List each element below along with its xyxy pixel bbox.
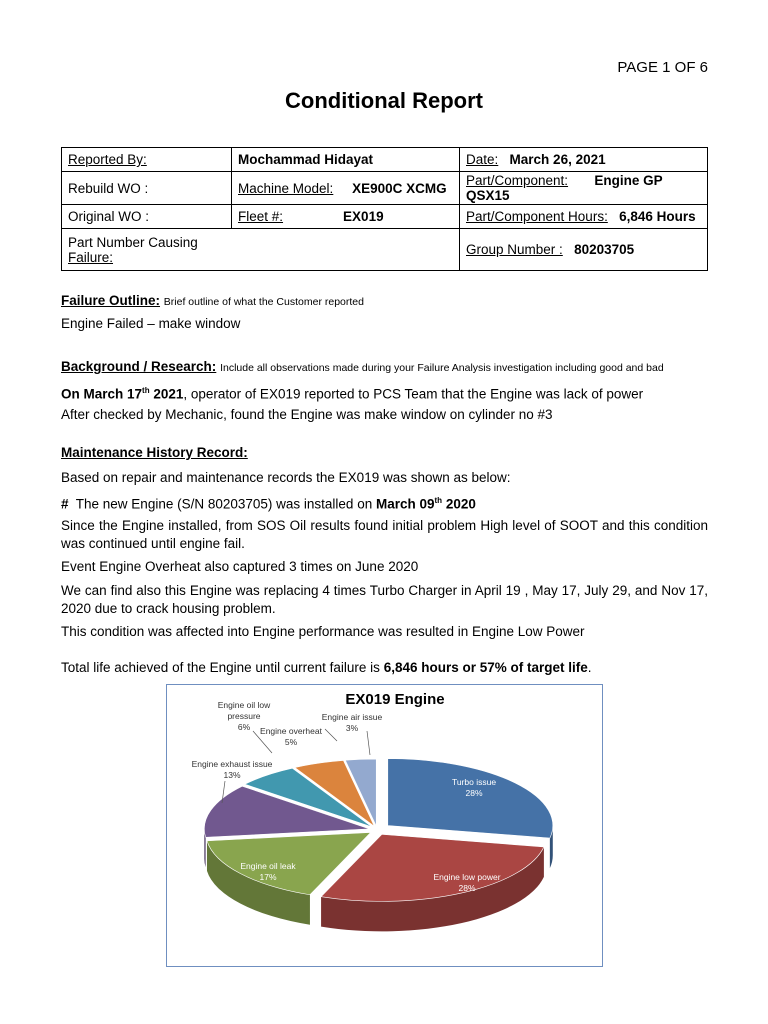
background-line-1: On March 17th 2021, operator of EX019 reported to PCS Team that the Engine was lack of power: [61, 386, 644, 402]
reported-by-value-cell: [232, 148, 460, 172]
fleet-value: EX019: [343, 209, 384, 224]
part-component-value: Engine GP QSX15: [466, 173, 663, 203]
maintenance-heading: Maintenance History Record:: [61, 445, 248, 460]
slice-label-0: Turbo issue 28%: [451, 777, 497, 798]
part-hours-cell: [460, 205, 708, 229]
group-number-label: Group Number :: [466, 242, 563, 257]
failure-outline-note: Brief outline of what the Customer reported: [163, 296, 364, 308]
background-note: Include all observations made during your Failure Analysis investigation including good and bad: [220, 362, 664, 374]
slice-label-1: Engine low power 28%: [433, 872, 501, 893]
failure-outline-heading: Failure Outline:: [61, 293, 161, 308]
date-label: Date:: [466, 152, 499, 167]
machine-model-cell: [232, 172, 460, 205]
part-number-label-2: Failure:: [68, 249, 114, 265]
original-wo-label: Original WO :: [68, 209, 150, 224]
machine-model-label: Machine Model:: [238, 180, 334, 196]
machine-model-value: XE900C XCMG: [352, 180, 447, 196]
part-hours-value: 6,846 Hours: [619, 209, 696, 224]
group-number-cell: [460, 229, 708, 271]
background-line-2: After checked by Mechanic, found the Engine was make window on cylinder no #3: [61, 407, 553, 422]
maintenance-p3: Since the Engine installed, from SOS Oil results found initial problem High level of SOOT and this condition was continued until engine fail.: [61, 518, 708, 551]
slice-label-3: Engine exhaust issue 13%: [191, 759, 273, 780]
maintenance-p6: This condition was affected into Engine performance was resulted in Engine Low Power: [61, 624, 585, 639]
maintenance-p5: We can find also this Engine was replacing 4 times Turbo Charger in April 19 , May 17, July 29, and Nov 17, 2020 due to crack housing problem.: [61, 583, 708, 616]
part-component-cell: [460, 172, 708, 205]
reported-by-label: Reported By:: [68, 152, 147, 167]
maintenance-p2: # The new Engine (S/N 80203705) was installed on March 09th 2020: [61, 496, 476, 512]
background-heading-line: [61, 358, 708, 377]
part-number-label-1: Part Number Causing: [68, 234, 198, 250]
reported-by-value: Mochammad Hidayat: [238, 152, 374, 167]
reported-by-label-cell: [62, 148, 232, 172]
pie-chart-svg: [167, 685, 602, 966]
report-info-table: [61, 147, 708, 271]
failure-outline-heading-line: [61, 292, 708, 311]
background-heading: Background / Research:: [61, 359, 217, 374]
date-value: March 26, 2021: [509, 152, 606, 167]
slice-label-5: Engine overheat 5%: [260, 726, 322, 747]
pie-chart: [166, 684, 603, 967]
part-hours-label: Part/Component Hours:: [466, 209, 608, 224]
slice-label-6: Engine air issue 3%: [321, 712, 383, 733]
part-component-label: Part/Component:: [466, 173, 569, 188]
failure-outline-text: Engine Failed – make window: [61, 316, 241, 331]
leader-line-6: [367, 731, 370, 755]
original-wo-cell: [62, 205, 232, 229]
pie-slice-0: [388, 759, 553, 839]
date-cell: [460, 148, 708, 172]
page-number: PAGE 1 OF 6: [617, 59, 708, 76]
rebuild-wo-cell: [62, 172, 232, 205]
leader-line-5: [325, 729, 337, 741]
maintenance-p4: Event Engine Overheat also captured 3 times on June 2020: [61, 559, 419, 574]
slice-label-4: Engine oil low pressure 6%: [217, 700, 271, 732]
fleet-label: Fleet #:: [238, 209, 284, 224]
maintenance-p1: Based on repair and maintenance records the EX019 was shown as below:: [61, 470, 511, 485]
total-life-line: Total life achieved of the Engine until current failure is 6,846 hours or 57% of target life.: [61, 660, 592, 675]
page-title: Conditional Report: [285, 88, 483, 113]
group-number-value: 80203705: [574, 242, 635, 257]
part-number-cell: [62, 229, 460, 271]
chart-title: EX019 Engine: [345, 691, 445, 708]
fleet-cell: [232, 205, 460, 229]
slice-label-2: Engine oil leak 17%: [240, 861, 296, 882]
rebuild-wo-label: Rebuild WO :: [68, 180, 149, 196]
